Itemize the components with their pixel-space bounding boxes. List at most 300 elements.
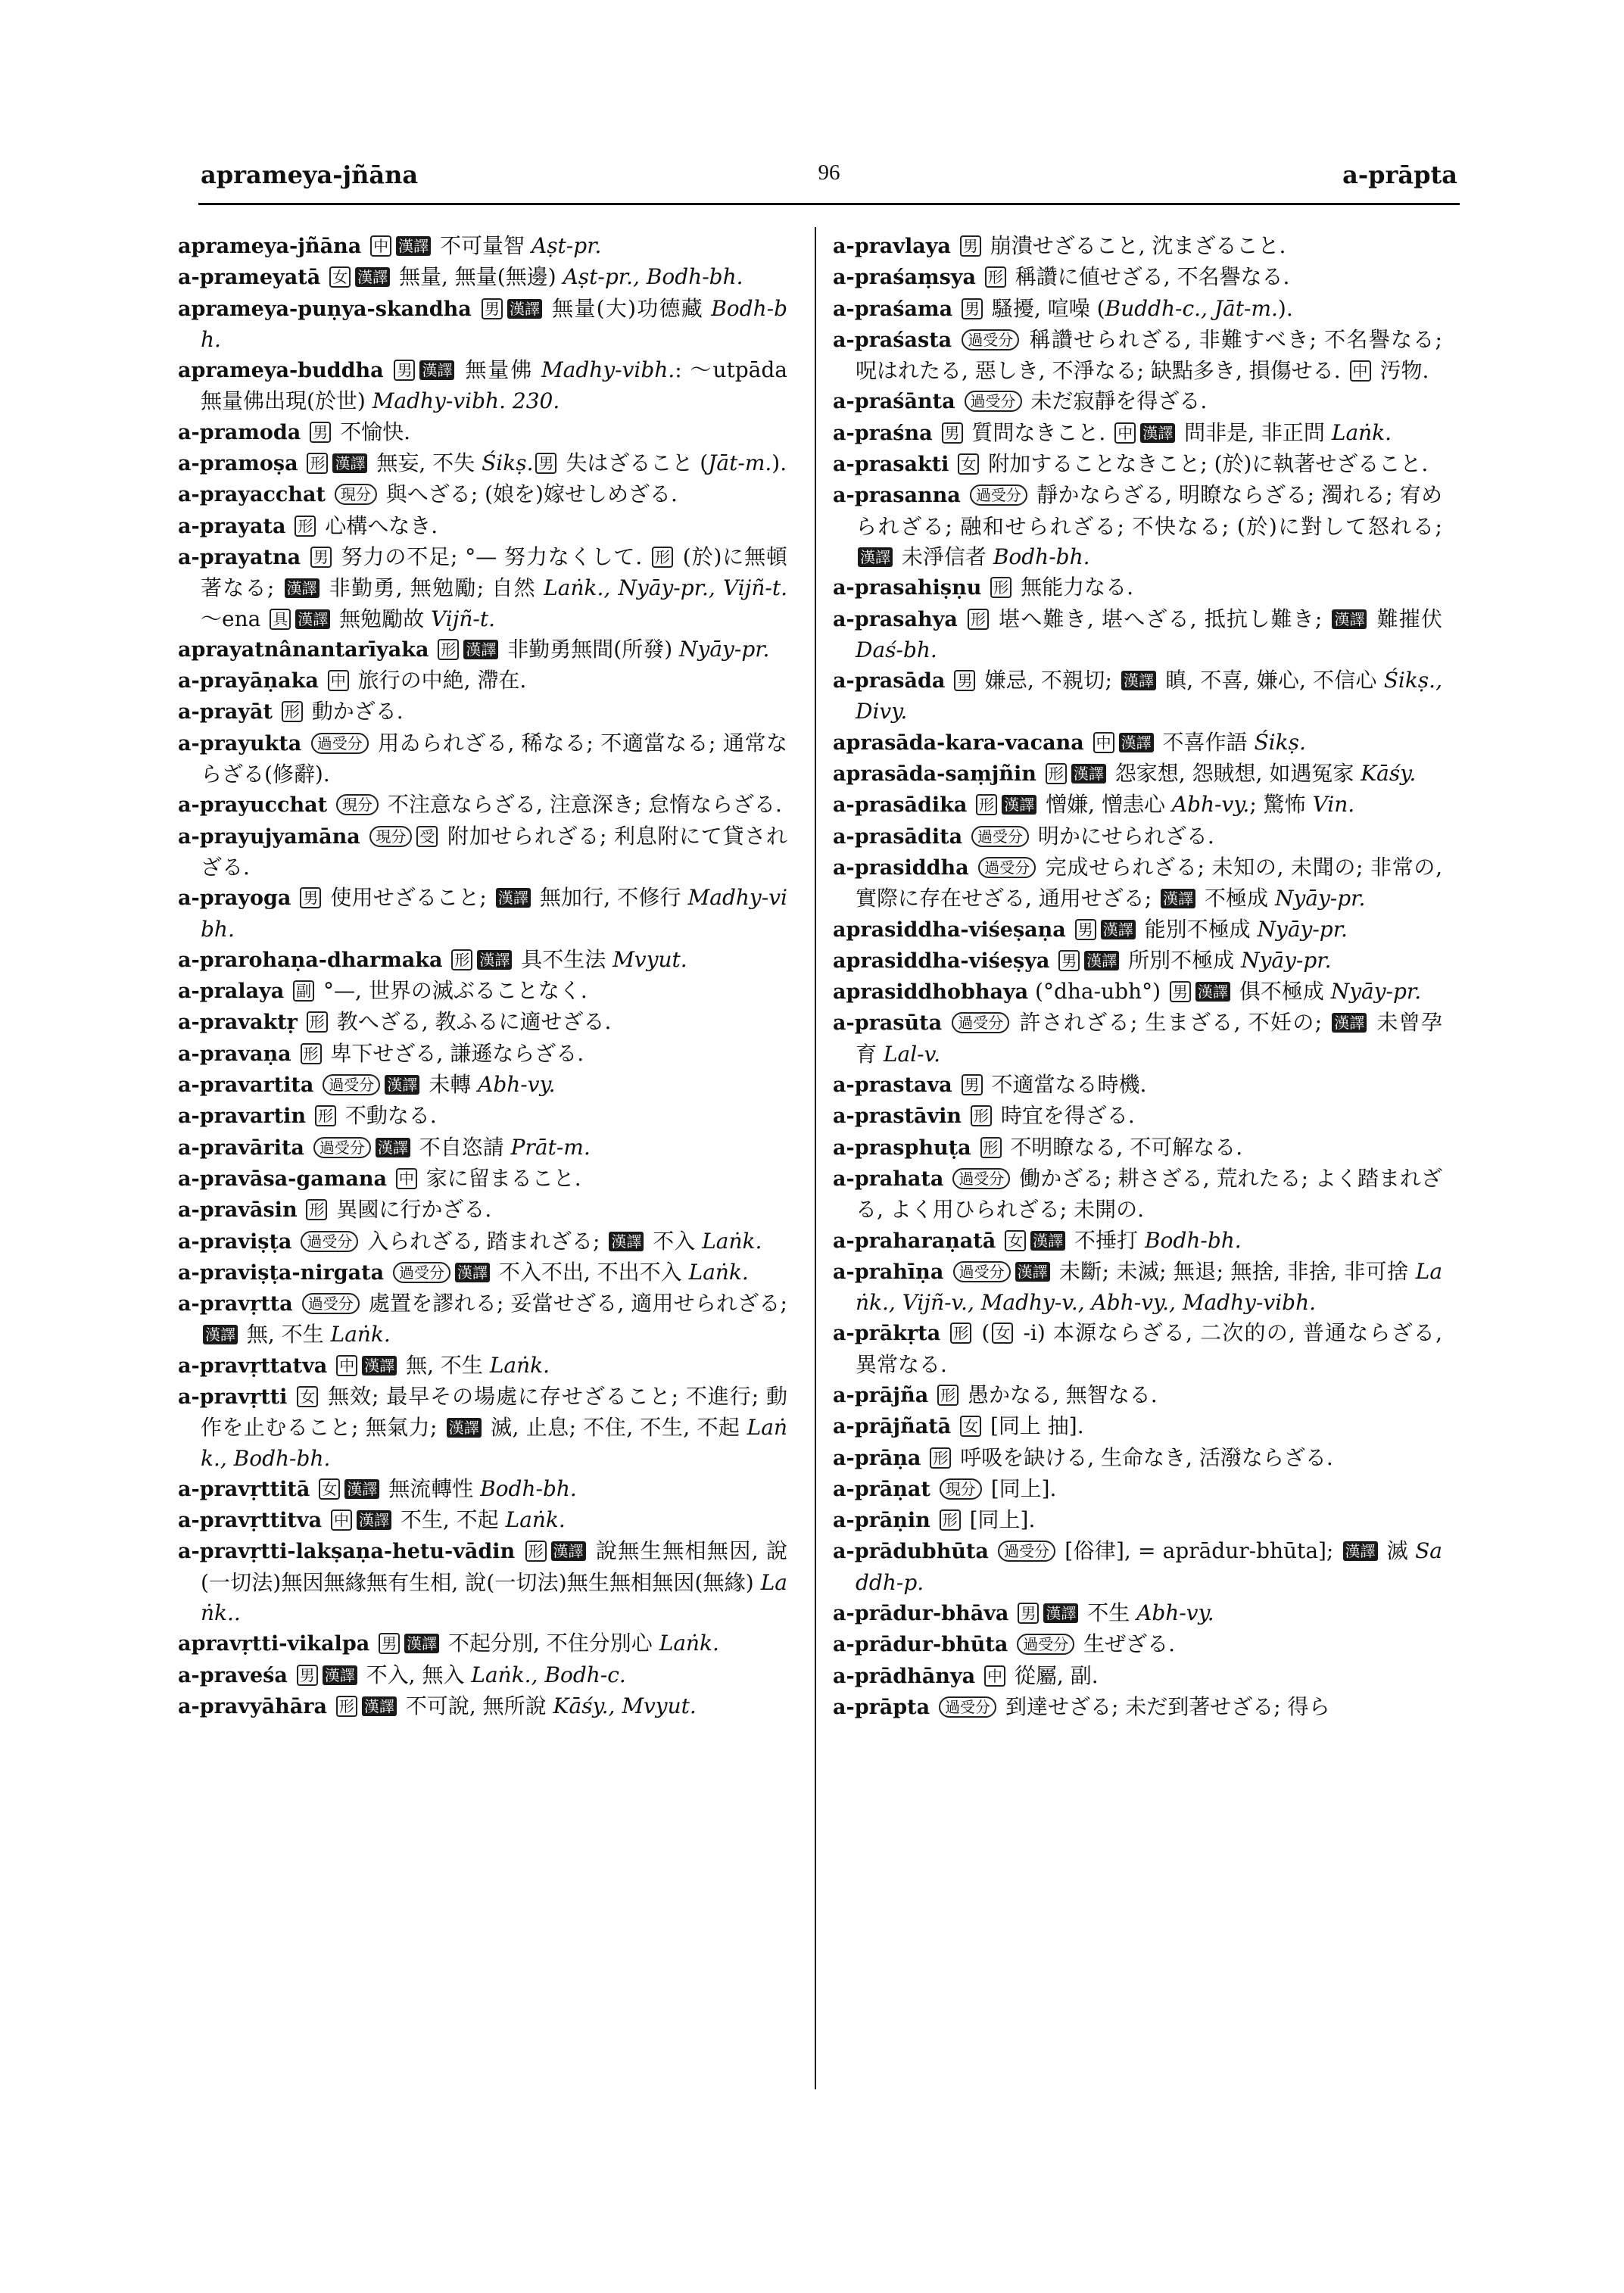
- definition-text: 不明瞭なる, 不可解なる.: [1003, 1134, 1243, 1160]
- definition-text: 不適當なる時機.: [984, 1072, 1147, 1098]
- dictionary-entry: [833, 1164, 1442, 1226]
- headword: aprasiddhobhaya: [833, 980, 1029, 1005]
- dictionary-entry: [833, 1443, 1442, 1474]
- grammar-label: 形: [971, 1105, 992, 1126]
- grammar-label: 男: [942, 422, 963, 444]
- definition-text: 不愉快.: [333, 419, 410, 444]
- headword: aprasāda-saṃjñin: [833, 762, 1036, 787]
- source-reference: Kāśy.: [1361, 761, 1417, 787]
- definition-text: 未淨信者: [895, 544, 993, 569]
- definition-text: 愚かなる, 無智なる.: [961, 1382, 1158, 1407]
- definition-text: 不起分別, 不住分別心: [441, 1631, 659, 1656]
- definition-text: 完成せられざる; 未知の, 未聞の; 非常の, 實際に存在せざる, 通用せざる;: [856, 854, 1442, 911]
- participle-label: 過受分: [970, 484, 1027, 506]
- dictionary-entry: [833, 1008, 1442, 1070]
- source-reference: Nyāy-pr.: [679, 636, 770, 662]
- chinese-translation-mark: 漢譯: [1195, 982, 1230, 1002]
- chinese-translation-mark: 漢譯: [323, 1665, 357, 1685]
- dictionary-entry: [178, 821, 787, 883]
- definition-text: 不入不出, 不出不入: [491, 1259, 689, 1285]
- definition-text: 無勉勵故: [332, 606, 432, 631]
- definition-text: 不生, 不起: [393, 1507, 506, 1533]
- dictionary-entry: [833, 977, 1442, 1008]
- definition-text: (於)に無頓著なる;: [201, 544, 787, 601]
- grammar-label: 中: [331, 1509, 352, 1531]
- chinese-translation-mark: 漢譯: [1332, 609, 1367, 629]
- dictionary-entry: [833, 1629, 1442, 1660]
- source-reference: Śikṣ.: [1254, 729, 1306, 755]
- dictionary-entry: [178, 634, 787, 665]
- definition-text: 崩潰せざること, 沈まざること.: [983, 233, 1286, 258]
- chinese-translation-mark: 漢譯: [609, 1232, 644, 1251]
- headword: a-prasūta: [833, 1011, 943, 1036]
- definition-text: 所別不極成: [1121, 947, 1242, 973]
- dictionary-entry: [833, 1257, 1442, 1319]
- headword: a-prādhānya: [833, 1664, 976, 1688]
- headword: a-prasphuṭa: [833, 1136, 971, 1160]
- definition-text: [同上].: [962, 1507, 1036, 1533]
- headword: a-pramoda: [178, 420, 301, 444]
- grammar-label: 中: [1114, 422, 1136, 444]
- definition-text: 具不生法: [514, 946, 613, 972]
- source-reference: Laṅk., Bodh-c.: [471, 1662, 626, 1687]
- source-reference: Aṣt-pr.: [531, 233, 602, 258]
- dictionary-entry: [178, 1164, 787, 1195]
- dictionary-entry: [178, 790, 787, 821]
- grammar-label: 形: [307, 453, 328, 474]
- definition-text: 附加することなきこと; (於)に執著せざること.: [981, 451, 1429, 477]
- dictionary-entry: [833, 1380, 1442, 1411]
- headword: a-prayāṇaka: [178, 669, 319, 693]
- dictionary-entry: [833, 1474, 1442, 1505]
- definition-text: 無妄, 不失: [369, 450, 482, 476]
- headword: a-prasādika: [833, 793, 968, 818]
- chinese-translation-mark: 漢譯: [1332, 1013, 1367, 1033]
- headword: a-praśna: [833, 421, 933, 445]
- column-divider: [815, 227, 816, 2089]
- definition-text: 無量, 無量(無邊): [392, 264, 563, 290]
- grammar-label: 中: [1350, 360, 1371, 382]
- headword: a-pravartin: [178, 1104, 307, 1129]
- definition-text: 無, 不生: [240, 1322, 331, 1347]
- chinese-translation-mark: 漢譯: [447, 1418, 482, 1438]
- definition-text: 堪へ難き, 堪へざる, 抵抗し難き;: [990, 606, 1330, 631]
- definition-text: 未斷; 未滅; 無退; 無捨, 非捨, 非可捨: [1052, 1258, 1416, 1284]
- source-reference: Laṅk..: [201, 1569, 787, 1626]
- headword: a-pravṛtta: [178, 1292, 293, 1316]
- chinese-translation-mark: 漢譯: [507, 299, 542, 319]
- dictionary-entry: [833, 1692, 1442, 1723]
- dictionary-entry: [178, 1132, 787, 1164]
- participle-label: 過受分: [978, 857, 1036, 878]
- dictionary-entry: [833, 1101, 1442, 1132]
- source-reference: Kāśy., Mvyut.: [553, 1693, 697, 1718]
- chinese-translation-mark: 漢譯: [1101, 920, 1136, 939]
- source-reference: Vijñ-t.: [431, 606, 496, 631]
- grammar-label: 形: [940, 1509, 961, 1531]
- headword: a-prasāda: [833, 669, 946, 693]
- participle-label: 過受分: [965, 391, 1022, 412]
- grammar-label: 形: [301, 1043, 322, 1064]
- headword: a-prājñatā: [833, 1415, 952, 1439]
- chinese-translation-mark: 漢譯: [362, 1696, 397, 1716]
- source-reference: Mvyut.: [613, 946, 687, 972]
- chinese-translation-mark: 漢譯: [1030, 1231, 1065, 1251]
- source-reference: Laṅk.: [505, 1507, 566, 1533]
- headword: a-prasādita: [833, 824, 963, 849]
- definition-text: [同上].: [983, 1475, 1057, 1501]
- dictionary-entry: [833, 1536, 1442, 1598]
- source-reference: Laṅk.: [330, 1322, 391, 1347]
- source-reference: Śikṣ.: [482, 450, 534, 476]
- headword: a-prayujyamāna: [178, 824, 360, 849]
- running-head-first: aprameya-jñāna: [201, 160, 419, 189]
- headword: aprasiddha-viśeṣya: [833, 949, 1050, 973]
- dictionary-entry: [178, 1382, 787, 1474]
- headword: a-prāṇa: [833, 1446, 921, 1470]
- dictionary-entry: [178, 1351, 787, 1382]
- grammar-label: 形: [315, 1105, 336, 1126]
- definition-text: 異國に行かざる.: [329, 1197, 492, 1223]
- headword: a-prayāt: [178, 700, 273, 724]
- definition-text: 家に留まること.: [419, 1165, 581, 1191]
- source-reference: Aṣt-pr., Bodh-bh.: [563, 264, 743, 290]
- source-reference: Bodh-bh.: [201, 295, 787, 352]
- dictionary-entry: [178, 1070, 787, 1101]
- dictionary-entry: [833, 759, 1442, 790]
- headword: a-pravṛttitva: [178, 1509, 323, 1533]
- grammar-label: 女: [297, 1386, 318, 1407]
- grammar-label: 女: [329, 266, 351, 288]
- definition-text: 〜ena: [201, 606, 268, 631]
- grammar-label: 男: [379, 1633, 400, 1654]
- dictionary-entry: [178, 542, 787, 634]
- dictionary-entry: [178, 1257, 787, 1288]
- headword: aprameya-puṇya-skandha: [178, 297, 472, 321]
- grammar-label: 女: [319, 1478, 340, 1500]
- grammar-label: 男: [954, 670, 975, 691]
- definition-text: 時宜を得ざる.: [993, 1103, 1135, 1129]
- chinese-translation-mark: 漢譯: [858, 547, 893, 567]
- definition-text: 不可說, 無所說: [398, 1693, 553, 1718]
- dictionary-entry: [178, 1660, 787, 1691]
- definition-text: ; 驚怖: [1249, 792, 1313, 818]
- source-reference: Abh-vy.: [1171, 792, 1250, 818]
- source-reference: Laṅk.: [702, 1228, 762, 1254]
- definition-text: 滅, 止息; 不住, 不生, 不起: [483, 1415, 747, 1441]
- participle-label: 過受分: [971, 826, 1029, 847]
- headword: a-praśānta: [833, 390, 955, 414]
- headword: a-prākṛta: [833, 1322, 941, 1346]
- source-reference: Laṅk., Bodh-bh.: [201, 1415, 787, 1471]
- participle-label: 過受分: [313, 1137, 371, 1158]
- grammar-label: 形: [990, 577, 1011, 598]
- grammar-label: 中: [984, 1665, 1005, 1687]
- headword: a-praharaṇatā: [833, 1229, 996, 1253]
- dictionary-entry: [178, 448, 787, 479]
- participle-label: 過受分: [952, 1012, 1009, 1033]
- grammar-label: 形: [307, 1011, 328, 1033]
- definition-text: 處置を謬れる; 妥當せざる, 適用せられざる;: [361, 1291, 787, 1316]
- dictionary-entry: [178, 1536, 787, 1628]
- headword: aprameya-jñāna: [178, 235, 362, 258]
- chinese-translation-mark: 漢譯: [295, 609, 330, 629]
- definition-text: 不可量智: [433, 233, 531, 258]
- dictionary-entry: [178, 696, 787, 727]
- dictionary-entry: [833, 449, 1442, 480]
- source-reference: Nyāy-pr.: [1330, 979, 1422, 1005]
- source-reference: Nyāy-pr.: [1241, 947, 1332, 973]
- chinese-translation-mark: 漢譯: [455, 1263, 490, 1282]
- dictionary-entry: [833, 1132, 1442, 1164]
- grammar-label: 形: [950, 1323, 971, 1344]
- dictionary-entry: [833, 1318, 1442, 1380]
- participle-label: 過受分: [302, 1293, 360, 1314]
- dictionary-entry: [833, 1070, 1442, 1101]
- headword: a-pravāsin: [178, 1198, 298, 1223]
- headword: a-prayatna: [178, 545, 301, 569]
- headword: a-pravaṇa: [178, 1042, 291, 1066]
- dictionary-entry: [178, 1288, 787, 1351]
- grammar-label: 形: [295, 516, 316, 537]
- definition-text: [同上 抽].: [983, 1413, 1084, 1439]
- running-head-last: a-prāpta: [1342, 160, 1457, 189]
- grammar-label: 女: [958, 453, 979, 475]
- participle-label: 過受分: [962, 329, 1019, 350]
- chinese-translation-mark: 漢譯: [1121, 671, 1156, 690]
- definition-text: 騷擾, 喧噪 (: [984, 295, 1105, 321]
- definition-text: 不自恣請: [412, 1134, 511, 1160]
- dictionary-entry: [833, 480, 1442, 572]
- definition-text: 呼吸を缺ける, 生命なき, 活潑ならざる.: [953, 1444, 1333, 1470]
- chinese-translation-mark: 漢譯: [285, 578, 320, 598]
- chinese-translation-mark: 漢譯: [355, 267, 390, 287]
- headword: a-praviṣṭa: [178, 1229, 292, 1254]
- definition-text: 憎嫌, 憎恚心: [1039, 792, 1172, 818]
- grammar-label: 男: [535, 453, 556, 474]
- left-column: [178, 231, 787, 2093]
- source-reference: Abh-vy.: [478, 1072, 556, 1098]
- headword: a-prādur-bhūta: [833, 1633, 1008, 1657]
- dictionary-entry: [833, 1661, 1442, 1692]
- grammar-label: 男: [962, 298, 983, 319]
- definition-text: 不極成: [1198, 886, 1275, 911]
- dictionary-entry: [833, 1411, 1442, 1442]
- dictionary-entry: [833, 262, 1442, 293]
- definition-text: °—, 世界の滅ぶることなく.: [316, 978, 588, 1004]
- headword: a-praveśa: [178, 1663, 288, 1687]
- grammar-label: 形: [980, 1137, 1002, 1158]
- dictionary-entry: [178, 1691, 787, 1722]
- chinese-translation-mark: 漢譯: [396, 236, 431, 256]
- grammar-label: 形: [451, 949, 472, 970]
- participle-label: 過受分: [952, 1168, 1010, 1189]
- chinese-translation-mark: 漢譯: [1015, 1262, 1050, 1282]
- headword: a-praviṣṭa-nirgata: [178, 1260, 385, 1285]
- dictionary-entry: [833, 604, 1442, 666]
- definition-text: 附加せられざる; 利息附にて貸されざる.: [201, 823, 787, 880]
- source-reference: Laṅk.: [1331, 419, 1392, 445]
- grammar-label: 女: [1005, 1230, 1026, 1251]
- dictionary-entry: [178, 665, 787, 696]
- grammar-label: 男: [310, 422, 331, 443]
- dictionary-entry: [178, 1474, 787, 1505]
- definition-text: 入られざる, 踏まれざる;: [360, 1228, 607, 1254]
- grammar-label: 形: [282, 701, 303, 722]
- source-reference: Madhy-vibh. 230.: [372, 388, 560, 414]
- grammar-label: 男: [1170, 981, 1191, 1002]
- dictionary-entry: [833, 1598, 1442, 1629]
- definition-text: 到達せざる; 未だ到著せざる; 得ら: [999, 1693, 1330, 1719]
- source-reference: Madhy-vibh.: [201, 885, 787, 942]
- definition-text: 未曾孕育: [856, 1010, 1442, 1067]
- right-column: [833, 231, 1442, 2093]
- headword: aprameya-buddha: [178, 359, 384, 383]
- chinese-translation-mark: 漢譯: [1043, 1603, 1078, 1623]
- definition-text: 動かざる.: [304, 699, 404, 724]
- chinese-translation-mark: 漢譯: [551, 1541, 586, 1561]
- definition-text: 無量佛: [457, 357, 542, 383]
- dictionary-entry: [178, 1039, 787, 1070]
- source-reference: Daś-bh.: [856, 637, 937, 662]
- chinese-translation-mark: 漢譯: [362, 1356, 397, 1375]
- dictionary-entry: [178, 417, 787, 448]
- dictionary-entry: [833, 821, 1442, 852]
- headword: a-prājña: [833, 1383, 929, 1407]
- chinese-translation-mark: 漢譯: [463, 640, 498, 659]
- definition-text: 教へざる, 教ふるに適せざる.: [329, 1009, 612, 1035]
- definition-text: 旅行の中絶, 滯在.: [351, 668, 527, 693]
- chinese-translation-mark: 漢譯: [1071, 764, 1106, 784]
- grammar-label: 中: [370, 235, 391, 257]
- headword: a-prasiddha: [833, 855, 969, 880]
- headword: a-prāpta: [833, 1695, 930, 1719]
- source-reference: Jāt-m.: [708, 450, 772, 476]
- chinese-translation-mark: 漢譯: [1119, 733, 1154, 752]
- source-reference: Śikṣ., Divy.: [856, 668, 1442, 724]
- headword: a-pravṛttitā: [178, 1477, 310, 1501]
- definition-text: 從屬, 副.: [1008, 1662, 1099, 1688]
- definition-text: 非勤勇, 無勉勵; 自然: [321, 575, 544, 601]
- dictionary-entry: [833, 418, 1442, 449]
- grammar-label: 具: [270, 609, 291, 630]
- definition-text: 滅: [1379, 1538, 1416, 1564]
- headword: a-prasahiṣṇu: [833, 576, 982, 600]
- source-reference: Nyāy-pr.: [1257, 916, 1348, 942]
- definition-text: 不注意ならざる, 注意深き; 怠惰ならざる.: [381, 792, 782, 818]
- definition-text: 稱讚に値せざる, 不名譽なる.: [1008, 264, 1290, 290]
- headword: a-prasakti: [833, 453, 949, 477]
- headword: a-praśaṃsya: [833, 266, 976, 290]
- headword: aprasāda-kara-vacana: [833, 731, 1084, 755]
- chinese-translation-mark: 漢譯: [1140, 423, 1175, 443]
- headword: a-pravartita: [178, 1073, 314, 1098]
- dictionary-entry: [178, 294, 787, 356]
- headword: a-prahīṇa: [833, 1260, 944, 1284]
- definition-text: 非勤勇無間(所發): [500, 636, 680, 662]
- source-reference: Bodh-bh.: [1144, 1227, 1242, 1253]
- grammar-label: 男: [300, 887, 321, 908]
- dictionary-entry: [178, 231, 787, 262]
- dictionary-entry: [833, 790, 1442, 821]
- chinese-translation-mark: 漢譯: [404, 1634, 439, 1653]
- source-reference: Prāt-m.: [510, 1134, 591, 1160]
- definition-text: ).: [771, 450, 787, 476]
- source-reference: Buddh-c., Jāt-m.: [1105, 295, 1278, 321]
- grammar-label: 形: [438, 639, 459, 660]
- source-reference: Abh-vy.: [1136, 1600, 1214, 1626]
- definition-text: -i) 本源ならざる, 二次的の, 普通ならざる, 異常なる.: [856, 1320, 1442, 1377]
- definition-text: 努力の不足; °— 努力なくして.: [333, 544, 650, 569]
- definition-text: 無流轉性: [382, 1475, 481, 1501]
- source-reference: Bodh-bh.: [480, 1475, 577, 1501]
- headword: a-praśama: [833, 297, 953, 321]
- dictionary-entry: [178, 511, 787, 542]
- definition-text: 無, 不生: [399, 1352, 490, 1378]
- headword: a-pravṛtti: [178, 1385, 288, 1409]
- source-reference: Vin.: [1312, 792, 1355, 818]
- headword: a-prarohaṇa-dharmaka: [178, 948, 443, 972]
- participle-label: 過受分: [393, 1262, 450, 1283]
- participle-label: 過受分: [323, 1074, 380, 1095]
- definition-text: 未轉: [422, 1072, 478, 1098]
- participle-label: 現分: [336, 794, 379, 815]
- dictionary-entry: [178, 262, 787, 293]
- dictionary-entry: [833, 231, 1442, 262]
- dictionary-entry: [178, 1195, 787, 1226]
- grammar-label: 男: [960, 235, 981, 257]
- definition-text: (: [974, 1320, 990, 1346]
- headword: apravṛtti-vikalpa: [178, 1632, 370, 1656]
- grammar-label: 形: [968, 609, 989, 630]
- definition-text: 汚物.: [1373, 358, 1429, 384]
- grammar-label: 中: [336, 1355, 357, 1376]
- chinese-translation-mark: 漢譯: [1084, 951, 1119, 970]
- definition-text: 不入: [646, 1228, 703, 1254]
- page-number: 96: [818, 160, 840, 185]
- definition-text: 不捶打: [1068, 1227, 1145, 1253]
- source-reference: Saddh-p.: [856, 1538, 1442, 1595]
- definition-text: 無效; 最早その場處に存せざること; 不進行; 動作を止むること; 無氣力;: [201, 1383, 787, 1441]
- participle-label: 現分: [940, 1478, 982, 1500]
- headword: a-prāṇat: [833, 1477, 930, 1501]
- source-reference: Laṅk.: [659, 1631, 719, 1656]
- headword: a-pravārita: [178, 1136, 304, 1160]
- grammar-label: 男: [394, 360, 415, 381]
- dictionary-entry: [833, 852, 1442, 914]
- grammar-label: 女: [960, 1416, 981, 1437]
- participle-label: 過受分: [953, 1261, 1011, 1282]
- source-reference: Laṅk., Nyāy-pr., Vijñ-t.: [544, 575, 787, 601]
- chinese-translation-mark: 漢譯: [419, 360, 454, 380]
- grammar-label: 男: [1058, 950, 1080, 971]
- participle-label: 過受分: [998, 1541, 1055, 1562]
- headword: a-pravṛttatva: [178, 1354, 328, 1378]
- grammar-label: 形: [525, 1541, 547, 1562]
- grammar-label: 形: [937, 1385, 959, 1406]
- chinese-translation-mark: 漢譯: [496, 888, 531, 908]
- definition-text: 不入, 無入: [359, 1662, 472, 1687]
- definition-text: 不動なる.: [338, 1103, 437, 1129]
- grammar-label: 形: [976, 794, 997, 815]
- dictionary-entry: [178, 355, 787, 417]
- definition-text: 使用せざること;: [323, 885, 494, 911]
- definition-text: 不生: [1080, 1600, 1137, 1626]
- grammar-label: 男: [1075, 919, 1096, 940]
- definition-text: 卑下せざる, 謙遜ならざる.: [323, 1040, 584, 1066]
- headword: a-pramoṣa: [178, 452, 298, 476]
- definition-text: 失はざること (: [559, 450, 709, 476]
